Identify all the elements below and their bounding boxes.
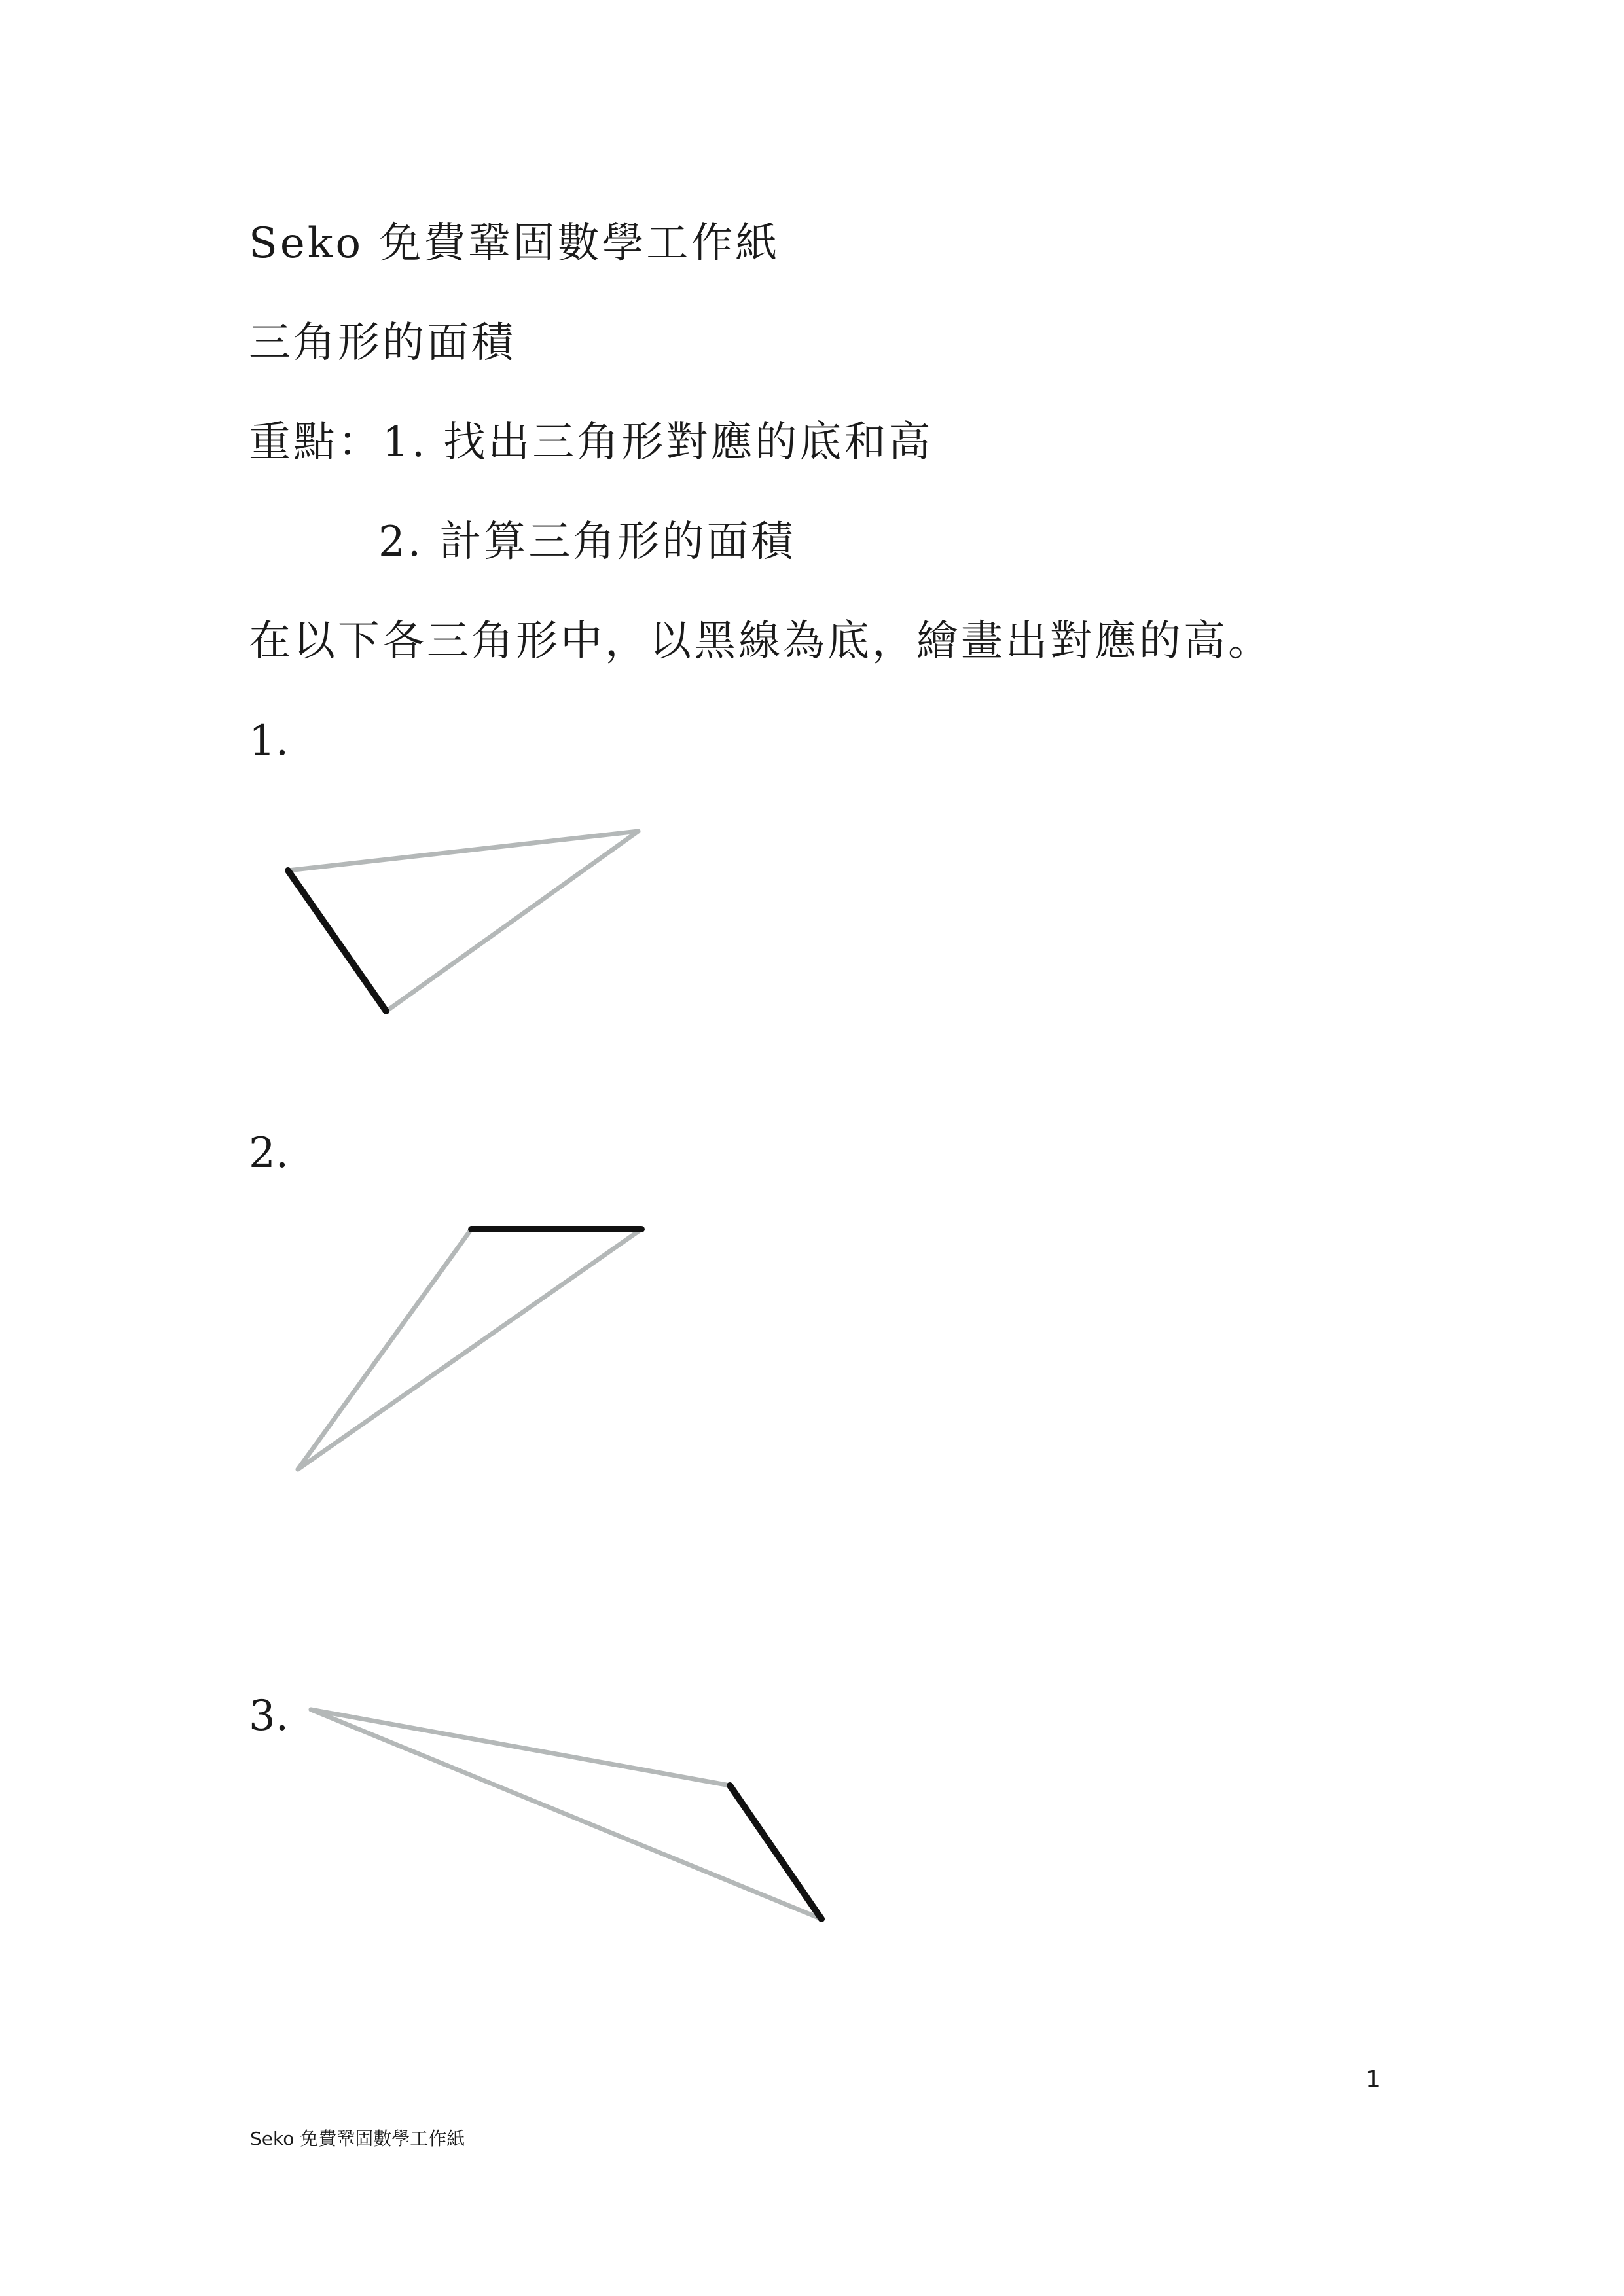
key-point-1: 重點：1. 找出三角形對應的底和高: [249, 418, 933, 467]
triangle-3-side-bottom: [311, 1710, 821, 1919]
triangle-2: [298, 1229, 641, 1469]
worksheet-title: Seko 免費鞏固數學工作紙: [249, 219, 780, 268]
triangle-1-base: [288, 870, 386, 1011]
question-1-number: 1.: [249, 717, 289, 765]
triangle-3: [311, 1710, 821, 1919]
triangle-3-side-top: [311, 1710, 730, 1785]
triangle-1-side-right: [386, 831, 638, 1011]
page-number: 1: [1365, 2066, 1380, 2093]
instruction-text: 在以下各三角形中，以黑線為底，繪畫出對應的高。: [249, 617, 1272, 666]
triangle-1: [288, 831, 638, 1011]
triangle-2-side-right: [298, 1229, 641, 1469]
footer-text: Seko 免費鞏固數學工作紙: [250, 2128, 465, 2149]
triangle-1-side-top: [288, 831, 638, 870]
question-2-number: 2.: [249, 1129, 289, 1177]
topic-heading: 三角形的面積: [249, 319, 516, 367]
triangle-2-side-left: [298, 1229, 471, 1469]
question-3-number: 3.: [249, 1692, 289, 1740]
key-point-2: 2. 計算三角形的面積: [378, 518, 796, 566]
